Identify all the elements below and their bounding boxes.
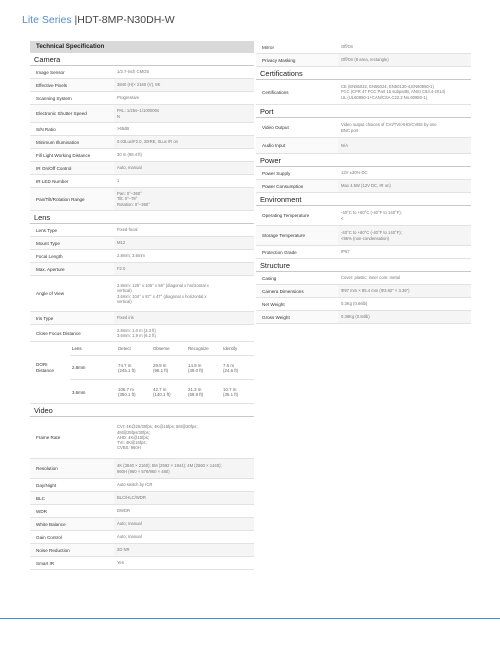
dori-value-cell-line: 21.3 m bbox=[188, 387, 202, 392]
spec-label: Audio Input bbox=[256, 138, 338, 153]
spec-row bbox=[256, 226, 471, 246]
spec-value-line: M12 bbox=[117, 240, 126, 246]
spec-row bbox=[30, 123, 254, 136]
spec-value-line: Auto switch by ICR bbox=[117, 482, 153, 488]
dori-value-cell-line: (98.1 ft) bbox=[153, 367, 169, 373]
spec-value-line: -40°C to +60°C (-40°F to 140°F); bbox=[341, 230, 402, 236]
spec-row bbox=[30, 544, 254, 557]
dori-header-cell bbox=[219, 342, 254, 355]
spec-value-line: Rotation: 0°–360° bbox=[117, 201, 150, 207]
dori-value-cell-line: (35.1 ft) bbox=[223, 392, 239, 397]
spec-value-line: 1/2.7-inch CMOS bbox=[117, 69, 150, 75]
dori-row bbox=[70, 380, 254, 404]
dori-header-cell bbox=[114, 342, 149, 355]
spec-label: Mount Type bbox=[30, 237, 114, 249]
spec-row bbox=[256, 54, 471, 67]
document-header bbox=[22, 14, 175, 26]
spec-value bbox=[338, 80, 471, 104]
spec-value-line: PAL: 1/25s–1/100000s bbox=[117, 108, 160, 114]
spec-value bbox=[338, 206, 471, 225]
dori-value-cell-line: (245.1 ft) bbox=[118, 367, 136, 373]
lens-table bbox=[30, 224, 254, 342]
spec-label: Angle of View bbox=[36, 291, 65, 296]
dori-value-cell-line: 74.7 m bbox=[118, 362, 132, 368]
spec-label: Mirror bbox=[262, 44, 274, 50]
spec-value bbox=[338, 138, 471, 153]
spec-label: Noise Reduction bbox=[30, 544, 114, 556]
spec-label: Close Focus Distance bbox=[36, 330, 81, 336]
spec-value-line: 1 bbox=[117, 178, 120, 184]
spec-row bbox=[30, 263, 254, 276]
spec-value bbox=[338, 246, 471, 258]
structure-table bbox=[256, 272, 471, 324]
dori-label-line-1: DORI bbox=[36, 362, 48, 367]
spec-label: Camera Dimensions bbox=[256, 285, 338, 297]
dori-value-cell-line: 106.7 m bbox=[118, 387, 134, 392]
dori-header-cell bbox=[149, 342, 184, 355]
spec-value bbox=[114, 149, 254, 161]
spec-row bbox=[30, 417, 254, 459]
spec-value-line: Max 4.5W (12V DC, IR on) bbox=[341, 183, 391, 189]
spec-row bbox=[30, 149, 254, 162]
spec-label: Power Consumption bbox=[256, 180, 338, 192]
spec-row bbox=[30, 531, 254, 544]
spec-value-line: 4K (3840 × 2160); 5M (2592 × 1944); 4M (2560 × 1440); bbox=[117, 463, 222, 469]
spec-value-line: 2.8mm: 125° x 105° x 56° (diagonal x horizontal x bbox=[117, 283, 209, 289]
spec-value bbox=[114, 224, 254, 236]
spec-label: Iris Type bbox=[30, 312, 114, 324]
spec-label: Resolution bbox=[30, 459, 114, 478]
section-title-power: Power bbox=[256, 154, 471, 167]
spec-value-line: DWDR bbox=[117, 508, 131, 514]
dori-row bbox=[70, 356, 254, 380]
spec-value bbox=[114, 276, 254, 311]
spec-row bbox=[256, 311, 471, 324]
spec-value-line: Off/On bbox=[341, 44, 354, 50]
spec-value bbox=[338, 298, 471, 310]
spec-label: BLC bbox=[30, 492, 114, 504]
spec-label: Gross Weight bbox=[256, 311, 338, 323]
spec-value bbox=[338, 167, 471, 179]
spec-value bbox=[114, 557, 254, 569]
dori-value-cell bbox=[149, 356, 184, 379]
spec-value bbox=[114, 162, 254, 174]
spec-value-line: Auto; manual bbox=[117, 521, 142, 527]
dori-value-cell bbox=[149, 380, 184, 404]
spec-label: Electronic Shutter Speed bbox=[30, 105, 114, 122]
dori-header-cell-line: Lens bbox=[72, 346, 82, 351]
spec-row bbox=[256, 138, 471, 154]
misc-table bbox=[256, 41, 471, 67]
spec-row bbox=[256, 80, 471, 105]
spec-value bbox=[338, 285, 471, 297]
spec-value bbox=[114, 250, 254, 262]
spec-label: Video Output bbox=[262, 125, 289, 130]
dori-value-cell-line: 29.9 m bbox=[153, 362, 167, 368]
spec-value-line: UL (UL60950-1+CAN/CSA C22.2 No.60950-1) bbox=[341, 94, 428, 100]
spec-value-line: 2.8mm: 1.0 m (3.3 ft) bbox=[117, 327, 156, 333]
spec-value-line: -40°C to +60°C (-40°F to 140°F); bbox=[341, 210, 402, 216]
spec-row bbox=[256, 118, 471, 138]
spec-value-line: vertical) bbox=[117, 288, 132, 294]
spec-row bbox=[30, 312, 254, 325]
spec-row bbox=[30, 518, 254, 531]
dori-value-cell-line: 7.5 m bbox=[223, 362, 234, 368]
spec-row bbox=[30, 175, 254, 188]
spec-value-line: 0.03Lux/F2.0, 30IRE, 0Lux IR on bbox=[117, 139, 178, 145]
spec-row bbox=[30, 479, 254, 492]
spec-label: Minimum Illumination bbox=[30, 136, 114, 148]
spec-label: Certifications bbox=[262, 89, 289, 95]
section-title-port: Port bbox=[256, 105, 471, 118]
spec-value-line: CVBS: 960H bbox=[117, 445, 141, 451]
spec-row bbox=[256, 206, 471, 226]
spec-value bbox=[114, 312, 254, 324]
dori-header-cell bbox=[70, 342, 114, 355]
dori-lens-cell bbox=[70, 356, 114, 379]
section-title-camera: Camera bbox=[30, 53, 254, 66]
spec-value-line: 3.6mm: 104° x 87° x 47° (diagonal x horizontal x bbox=[117, 293, 207, 299]
spec-label: IR On/Off Control bbox=[30, 162, 114, 174]
spec-value bbox=[338, 180, 471, 192]
spec-label: Effective Pixels bbox=[30, 79, 114, 91]
spec-value bbox=[114, 417, 254, 458]
spec-value-line: 2.8mm; 3.6mm bbox=[117, 253, 145, 259]
separator: | bbox=[71, 14, 78, 26]
spec-label: Lens Type bbox=[36, 227, 58, 233]
spec-value bbox=[114, 175, 254, 187]
spec-row bbox=[256, 167, 471, 180]
spec-row bbox=[30, 162, 254, 175]
spec-label: Gain Control bbox=[36, 534, 62, 540]
spec-value-line: F2.0 bbox=[117, 266, 126, 272]
video-table bbox=[30, 417, 254, 570]
spec-label: Pan/Tilt/Rotation Range bbox=[30, 188, 114, 210]
spec-value-line: 0.38Kg (0.84lb) bbox=[341, 314, 370, 320]
spec-value bbox=[114, 123, 254, 135]
spec-value bbox=[114, 105, 254, 122]
spec-value-line: 2D NR bbox=[117, 547, 130, 553]
spec-value bbox=[114, 237, 254, 249]
dori-value-cell bbox=[184, 356, 219, 379]
spec-value-line: Auto; manual bbox=[117, 534, 142, 540]
spec-value bbox=[338, 54, 471, 66]
dori-label bbox=[36, 362, 54, 374]
spec-label: Smart IR bbox=[36, 560, 55, 566]
dori-header-cell bbox=[184, 342, 219, 355]
spec-label: Max. Aperture bbox=[30, 263, 114, 275]
spec-label: Scanning System bbox=[36, 95, 72, 101]
spec-value bbox=[338, 41, 471, 53]
spec-label: Casing bbox=[262, 275, 277, 281]
spec-value-line: AHD: 4K@15fps; bbox=[117, 434, 149, 440]
spec-row bbox=[30, 250, 254, 263]
spec-row bbox=[30, 136, 254, 149]
spec-label: Protection Grade bbox=[262, 249, 297, 255]
dori-value-cell-line: (350.1 ft) bbox=[118, 392, 136, 397]
spec-value-line: Fixed iris bbox=[117, 315, 134, 321]
spec-value bbox=[114, 188, 254, 210]
dori-header-cell-line: Detect bbox=[118, 346, 131, 351]
spec-value bbox=[114, 79, 254, 91]
dori-value-cell bbox=[114, 356, 149, 379]
spec-value-line: TVI: 4K@15fps; bbox=[117, 440, 147, 446]
spec-label: Power Supply bbox=[262, 170, 291, 176]
spec-row bbox=[30, 237, 254, 250]
dori-value-cell-line: 14.9 m bbox=[188, 362, 202, 368]
spec-row bbox=[30, 92, 254, 105]
dori-value-cell-line: (49.0 ft) bbox=[188, 367, 204, 373]
spec-label: S/N Ratio bbox=[36, 126, 56, 132]
spec-value-line: IP67 bbox=[341, 249, 350, 255]
spec-value-line: Auto, manual bbox=[117, 165, 142, 171]
spec-label: Day/Night bbox=[36, 482, 57, 488]
spec-row bbox=[256, 246, 471, 259]
spec-value-line: Progressive bbox=[117, 95, 140, 101]
spec-value-line: < bbox=[341, 215, 344, 221]
spec-value-line: BNC port bbox=[341, 127, 359, 133]
spec-label: Storage Temperature bbox=[256, 226, 338, 245]
spec-row bbox=[30, 492, 254, 505]
spec-value-line: 960H (960 × 576/960 × 480) bbox=[117, 468, 170, 474]
dori-value-cell bbox=[219, 380, 254, 404]
dori-lens-cell bbox=[70, 380, 114, 404]
spec-value bbox=[114, 325, 254, 341]
spec-value bbox=[114, 459, 254, 478]
spec-row bbox=[30, 188, 254, 211]
spec-value bbox=[338, 226, 471, 245]
section-title-lens: Lens bbox=[30, 211, 254, 224]
left-column bbox=[30, 41, 254, 570]
spec-row bbox=[256, 285, 471, 298]
spec-row bbox=[30, 505, 254, 518]
dori-lens-cell-line: 2.8mm bbox=[72, 365, 86, 370]
spec-value bbox=[114, 531, 254, 543]
spec-value-line: Fixed-focal bbox=[117, 227, 138, 233]
dori-value-cell bbox=[184, 380, 219, 404]
spec-row bbox=[256, 180, 471, 193]
spec-label: Operating Temperature bbox=[262, 213, 310, 218]
right-column bbox=[256, 41, 471, 324]
spec-row bbox=[30, 79, 254, 92]
spec-value bbox=[338, 311, 471, 323]
dori-header-cell-line: Identify bbox=[223, 346, 238, 351]
spec-value bbox=[114, 492, 254, 504]
spec-value bbox=[114, 505, 254, 517]
dori-header-row bbox=[70, 342, 254, 356]
spec-value-line: 3.6mm: 1.9 m (6.2 ft) bbox=[117, 333, 156, 338]
spec-title: Technical Specification bbox=[30, 41, 254, 53]
dori-header-cell-line: Observe bbox=[153, 346, 170, 351]
spec-value-line: Video output choices of CVI/TVI/AHD/CVBS by one bbox=[341, 122, 437, 128]
spec-value-line: 4M@25fps/30fps; bbox=[117, 429, 150, 435]
dori-value-cell bbox=[219, 356, 254, 379]
dori-table bbox=[30, 342, 254, 404]
spec-row bbox=[256, 298, 471, 311]
spec-value-line: Yes bbox=[117, 560, 124, 566]
spec-value-line: FCC (CFR 47 FCC Part 15 subpartB, ANSI C63.4-2014) bbox=[341, 89, 446, 95]
spec-value-line: vertical) bbox=[117, 298, 132, 304]
environment-table bbox=[256, 206, 471, 259]
spec-value-line: Cover: plastic; inner core: metal bbox=[341, 275, 400, 281]
spec-label: IR LED Number bbox=[36, 178, 69, 184]
spec-value-line: 30 m (98.4 ft) bbox=[117, 152, 142, 158]
spec-value-line: Tilt: 0°–78° bbox=[117, 196, 138, 202]
spec-value-line: CE (EN55032, EN55024, EN50130-4,EN60950-1) bbox=[341, 84, 434, 90]
certifications-table bbox=[256, 80, 471, 105]
spec-value-line: 0.3Kg (0.66lb) bbox=[341, 301, 368, 307]
spec-label: White Balance bbox=[30, 518, 114, 530]
spec-value-line: 12V ±30% DC bbox=[341, 170, 368, 176]
spec-row bbox=[256, 272, 471, 285]
spec-value-line: CVI: 4K@25/30fps; 4K@15fps; 5M@20fps; bbox=[117, 424, 198, 430]
spec-value-line: Φ97 mm × 85.4 mm (Φ3.82" × 3.36") bbox=[341, 288, 410, 294]
port-table bbox=[256, 118, 471, 154]
spec-label: Privacy Masking bbox=[256, 54, 338, 66]
spec-label: Net Weight bbox=[262, 301, 285, 307]
section-title-certifications: Certifications bbox=[256, 67, 471, 80]
spec-value-line: Pan: 0°–360° bbox=[117, 191, 142, 197]
spec-row bbox=[30, 66, 254, 79]
dori-value-cell-line: (69.9 ft) bbox=[188, 392, 204, 397]
spec-row bbox=[256, 41, 471, 54]
power-table bbox=[256, 167, 471, 193]
dori-header-cell-line: Recognize bbox=[188, 346, 209, 351]
spec-row bbox=[30, 276, 254, 312]
dori-grid bbox=[70, 342, 254, 404]
spec-row bbox=[30, 325, 254, 342]
spec-label: Fill Light Working Distance bbox=[36, 152, 91, 158]
spec-value bbox=[338, 118, 471, 137]
spec-value-line: N/A bbox=[341, 142, 348, 148]
spec-value bbox=[338, 272, 471, 284]
spec-row bbox=[30, 459, 254, 479]
spec-value-line: N bbox=[117, 113, 121, 119]
dori-value-cell-line: 10.7 m bbox=[223, 387, 237, 392]
dori-value-cell-line: (24.6 ft) bbox=[223, 367, 239, 373]
spec-value-line: BLC/HLC/WDR bbox=[117, 495, 146, 501]
section-title-structure: Structure bbox=[256, 259, 471, 272]
spec-value bbox=[114, 544, 254, 556]
spec-row bbox=[30, 105, 254, 123]
spec-label: Focal Length bbox=[36, 253, 63, 259]
model-number: HDT-8MP-N30DH-W bbox=[77, 14, 175, 26]
dori-value-cell bbox=[114, 380, 149, 404]
spec-value bbox=[114, 66, 254, 78]
spec-value bbox=[114, 92, 254, 104]
spec-label: WDR bbox=[36, 508, 47, 514]
spec-value-line: >65dB bbox=[117, 126, 130, 132]
spec-value-line: <95% (non-condensation) bbox=[341, 235, 390, 241]
section-title-environment: Environment bbox=[256, 193, 471, 206]
footer-divider bbox=[0, 618, 500, 619]
spec-row bbox=[30, 557, 254, 570]
spec-value bbox=[114, 263, 254, 275]
spec-label: Image Sensor bbox=[36, 69, 65, 75]
spec-value bbox=[114, 136, 254, 148]
spec-value-line: Off/On (8 area, rectangle) bbox=[341, 57, 389, 63]
camera-table bbox=[30, 66, 254, 211]
series-name: Lite Series bbox=[22, 14, 72, 26]
spec-value bbox=[114, 518, 254, 530]
dori-label-line-2: Distance bbox=[36, 368, 54, 373]
dori-value-cell-line: (140.1 ft) bbox=[153, 392, 171, 397]
spec-value-line: 3840 (H)× 2160 (V), 8K bbox=[117, 82, 161, 88]
section-title-video: Video bbox=[30, 404, 254, 417]
spec-row bbox=[30, 224, 254, 237]
spec-label: Frame Rate bbox=[36, 435, 61, 440]
spec-value bbox=[114, 479, 254, 491]
dori-lens-cell-line: 3.6mm bbox=[72, 389, 86, 395]
dori-value-cell-line: 42.7 m bbox=[153, 387, 167, 392]
